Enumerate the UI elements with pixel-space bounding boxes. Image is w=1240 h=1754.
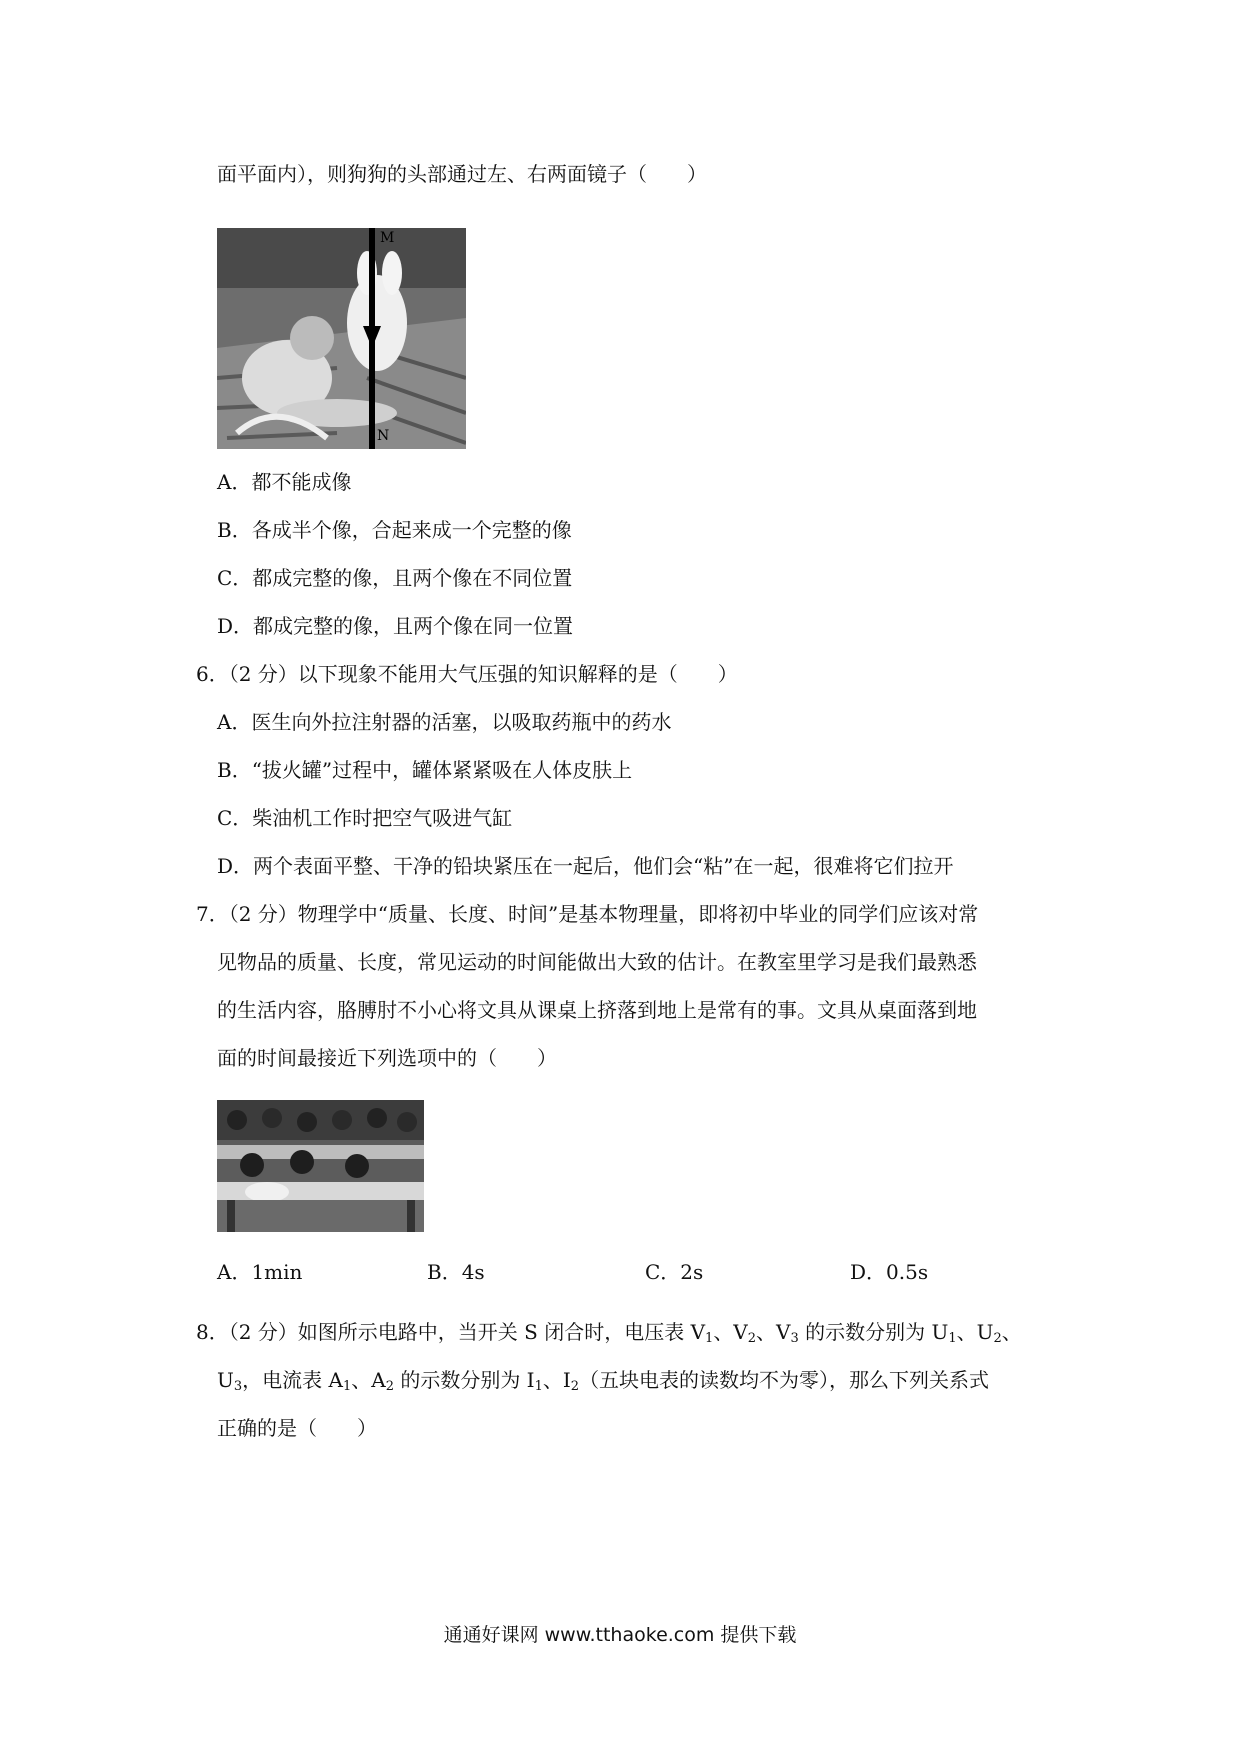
- q6-option-a: A．医生向外拉注射器的活塞，以吸取药瓶中的药水: [217, 710, 672, 734]
- q8-l2-sub-4: 1: [534, 1379, 543, 1394]
- q8-l2-text-1: U: [217, 1368, 234, 1392]
- q5-stem-continuation: 面平面内），则狗狗的头部通过左、右两面镜子（ ）: [217, 162, 707, 186]
- q8-stem-line-1: [196, 1318, 1022, 1346]
- q5-option-b: B．各成半个像，合起来成一个完整的像: [217, 518, 572, 542]
- q8-l1-sub-5: 2: [993, 1331, 1002, 1346]
- q8-l1-text-4: 的示数分别为 U: [798, 1320, 949, 1344]
- q8-l2-sub-1: 3: [233, 1379, 243, 1394]
- q8-l2-text-3: 、A: [351, 1368, 386, 1392]
- q8-l1-text-5: 、U: [956, 1320, 994, 1344]
- q5-option-d: D．都成完整的像，且两个像在同一位置: [217, 614, 574, 638]
- q7-option-c: C．2s: [645, 1260, 704, 1284]
- q7-option-b: B．4s: [427, 1260, 485, 1284]
- q8-l2-text-4: 的示数分别为 I: [393, 1368, 535, 1392]
- dog-mirror-figure: [217, 228, 466, 449]
- q8-l2-sub-5: 2: [570, 1379, 580, 1394]
- q8-l1-sub-1: 1: [705, 1331, 714, 1346]
- mirror-label-n: N: [377, 428, 390, 444]
- q6-option-d: D．两个表面平整、干净的铅块紧压在一起后，他们会“粘”在一起，很难将它们拉开: [217, 854, 954, 878]
- q7-stem-line-1: 7．（2 分）物理学中“质量、长度、时间”是基本物理量，即将初中毕业的同学们应该对常: [196, 902, 979, 926]
- q8-l2-text-5: 、I: [542, 1368, 571, 1392]
- q8-stem-line-3: 正确的是（ ）: [217, 1416, 377, 1440]
- q5-option-a: A．都不能成像: [217, 470, 352, 494]
- q8-l2-text-2: ，电流表 A: [242, 1368, 343, 1392]
- q8-l1-sub-2: 2: [747, 1331, 757, 1346]
- classroom-figure: [217, 1100, 424, 1232]
- q8-l1-sub-3: 3: [790, 1331, 799, 1346]
- q8-stem-line-2: [217, 1366, 989, 1394]
- q7-options-row: [217, 1258, 1017, 1286]
- q8-l1-text-6: 、: [1001, 1320, 1022, 1344]
- q8-l2-sub-2: 1: [342, 1379, 352, 1394]
- classroom-photo: [217, 1100, 424, 1232]
- q7-stem-line-3: 的生活内容，胳膊肘不小心将文具从课桌上挤落到地上是常有的事。文具从桌面落到地: [217, 998, 977, 1022]
- q6-option-c: C．柴油机工作时把空气吸进气缸: [217, 806, 513, 830]
- q8-l2-text-6: （五块电表的读数均不为零），那么下列关系式: [579, 1368, 990, 1392]
- dog-mirror-photo: [217, 228, 466, 449]
- q8-l1-sub-4: 1: [948, 1331, 957, 1346]
- q7-option-a: A．1min: [217, 1260, 303, 1284]
- q6-stem: 6．（2 分）以下现象不能用大气压强的知识解释的是（ ）: [196, 662, 738, 686]
- q8-l1-text-1: 8．（2 分）如图所示电路中，当开关 S 闭合时，电压表 V: [196, 1320, 706, 1344]
- q8-l1-text-3: 、V: [756, 1320, 791, 1344]
- q5-option-c: C．都成完整的像，且两个像在不同位置: [217, 566, 573, 590]
- q8-l2-sub-3: 2: [385, 1379, 394, 1394]
- q8-l1-text-2: 、V: [713, 1320, 748, 1344]
- q7-stem-line-2: 见物品的质量、长度，常见运动的时间能做出大致的估计。在教室里学习是我们最熟悉: [217, 950, 977, 974]
- q7-option-d: D．0.5s: [850, 1260, 929, 1284]
- page-footer: 通通好课网 www.tthaoke.com 提供下载: [443, 1624, 797, 1646]
- q6-option-b: B．“拔火罐”过程中，罐体紧紧吸在人体皮肤上: [217, 758, 633, 782]
- q7-stem-line-4: 面的时间最接近下列选项中的（ ）: [217, 1046, 557, 1070]
- mirror-label-m: M: [380, 230, 395, 246]
